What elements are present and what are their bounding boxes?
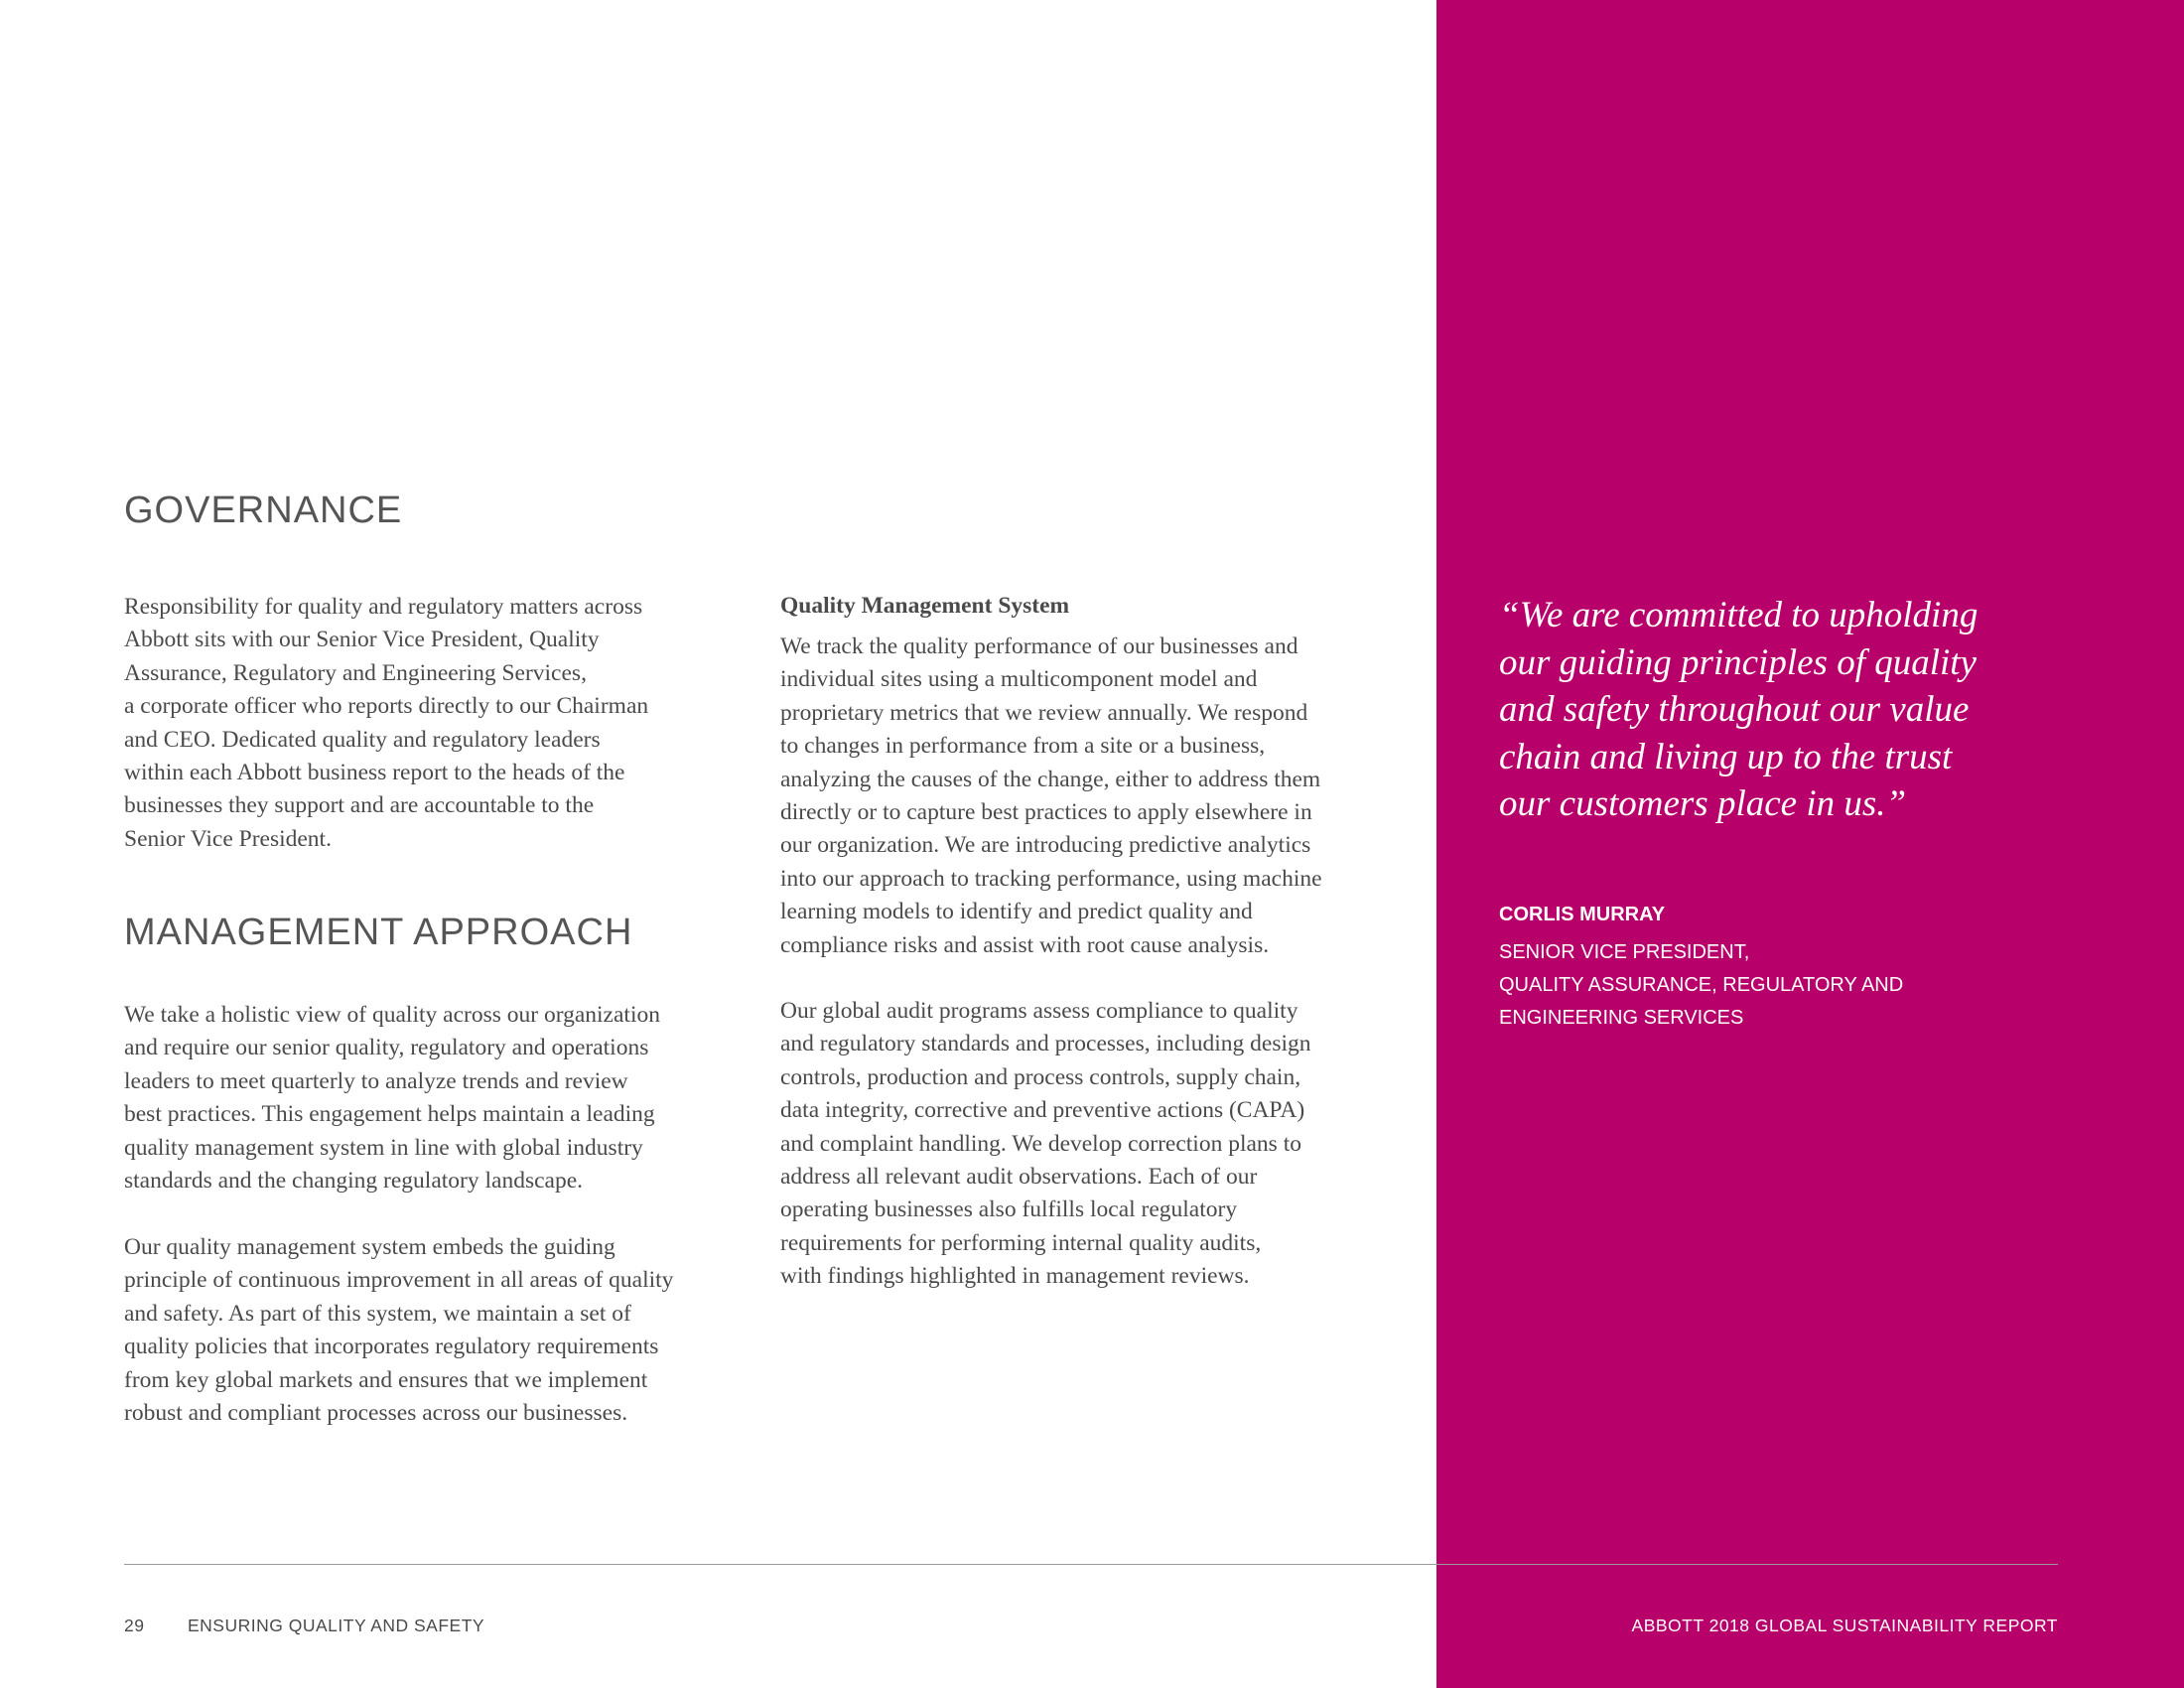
text-line: standards and the changing regulatory landscape.	[124, 1168, 584, 1195]
text-line: Assurance, Regulatory and Engineering Services,	[124, 659, 587, 686]
qms-paragraph-1	[780, 631, 1322, 962]
text-line: within each Abbott business report to the heads of the	[124, 760, 625, 786]
text-line: quality policies that incorporates regulatory requirements	[124, 1334, 659, 1360]
author-title-line: QUALITY ASSURANCE, REGULATORY AND	[1499, 974, 1904, 996]
quote-author-name: CORLIS MURRAY	[1499, 904, 1666, 925]
text-line: with findings highlighted in management reviews.	[780, 1263, 1250, 1290]
text-line: and complaint handling. We develop correction plans to	[780, 1130, 1301, 1157]
text-line: robust and compliant processes across our businesses.	[124, 1400, 628, 1427]
text-line: a corporate officer who reports directly to our Chairman	[124, 693, 649, 720]
text-line: Abbott sits with our Senior Vice President, Quality	[124, 627, 600, 653]
footer-divider	[124, 1564, 2058, 1565]
text-line: our organization. We are introducing predictive analytics	[780, 832, 1311, 859]
text-line: into our approach to tracking performance, using machine	[780, 865, 1322, 892]
footer-report-title: ABBOTT 2018 GLOBAL SUSTAINABILITY REPORT	[1631, 1616, 2058, 1635]
governance-paragraph	[124, 591, 648, 856]
text-line: requirements for performing internal quality audits,	[780, 1229, 1262, 1256]
quote-panel	[1436, 0, 2184, 1688]
text-line: data integrity, corrective and preventive actions (CAPA)	[780, 1097, 1305, 1124]
text-line: operating businesses also fulfills local regulatory	[780, 1196, 1238, 1223]
text-line: Our global audit programs assess compliance to quality	[780, 998, 1298, 1024]
text-line: We take a holistic view of quality across our organization	[124, 1002, 660, 1028]
quote-line: our guiding principles of quality	[1499, 641, 1977, 683]
quote-author-title	[1499, 936, 1903, 1035]
text-line: quality management system in line with global industry	[124, 1134, 643, 1161]
text-line: businesses they support and are accountable to the	[124, 792, 595, 819]
management-paragraph-1	[124, 999, 660, 1197]
text-line: proprietary metrics that we review annually. We respond	[780, 699, 1308, 726]
text-line: best practices. This engagement helps maintain a leading	[124, 1101, 655, 1128]
text-line: directly or to capture best practices to apply elsewhere in	[780, 799, 1312, 826]
text-line: Senior Vice President.	[124, 825, 332, 852]
text-line: and safety. As part of this system, we maintain a set of	[124, 1300, 631, 1327]
text-line: individual sites using a multicomponent model and	[780, 666, 1258, 693]
page-number: 29	[124, 1616, 145, 1635]
quote-line: and safety throughout our value	[1499, 689, 1970, 730]
text-line: address all relevant audit observations. Each of our	[780, 1164, 1258, 1191]
text-line: Our quality management system embeds the guiding	[124, 1234, 615, 1260]
footer-section-title: ENSURING QUALITY AND SAFETY	[188, 1616, 485, 1635]
governance-heading: GOVERNANCE	[124, 490, 403, 531]
qms-paragraph-2	[780, 995, 1311, 1294]
text-line: and CEO. Dedicated quality and regulatory leaders	[124, 726, 601, 753]
author-title-line: SENIOR VICE PRESIDENT,	[1499, 941, 1750, 963]
pull-quote	[1499, 592, 1978, 828]
text-line: and regulatory standards and processes, including design	[780, 1031, 1311, 1057]
text-line: Responsibility for quality and regulatory matters across	[124, 594, 643, 620]
text-line: analyzing the causes of the change, either to address them	[780, 766, 1321, 792]
qms-subheading: Quality Management System	[780, 593, 1070, 619]
management-approach-heading: MANAGEMENT APPROACH	[124, 912, 633, 953]
text-line: controls, production and process controls, supply chain,	[780, 1063, 1301, 1090]
text-line: compliance risks and assist with root cause analysis.	[780, 931, 1270, 958]
text-line: leaders to meet quarterly to analyze trends and review	[124, 1067, 628, 1094]
author-title-line: ENGINEERING SERVICES	[1499, 1007, 1744, 1029]
quote-line: “We are committed to upholding	[1499, 595, 1979, 635]
text-line: principle of continuous improvement in all areas of quality	[124, 1267, 674, 1294]
management-paragraph-2	[124, 1231, 673, 1430]
text-line: learning models to identify and predict quality and	[780, 899, 1253, 925]
text-line: from key global markets and ensures that we implement	[124, 1366, 648, 1393]
quote-line: our customers place in us.”	[1499, 783, 1907, 824]
quote-line: chain and living up to the trust	[1499, 736, 1953, 777]
text-line: and require our senior quality, regulatory and operations	[124, 1035, 649, 1061]
text-line: We track the quality performance of our businesses and	[780, 633, 1298, 659]
text-line: to changes in performance from a site or a business,	[780, 733, 1266, 760]
